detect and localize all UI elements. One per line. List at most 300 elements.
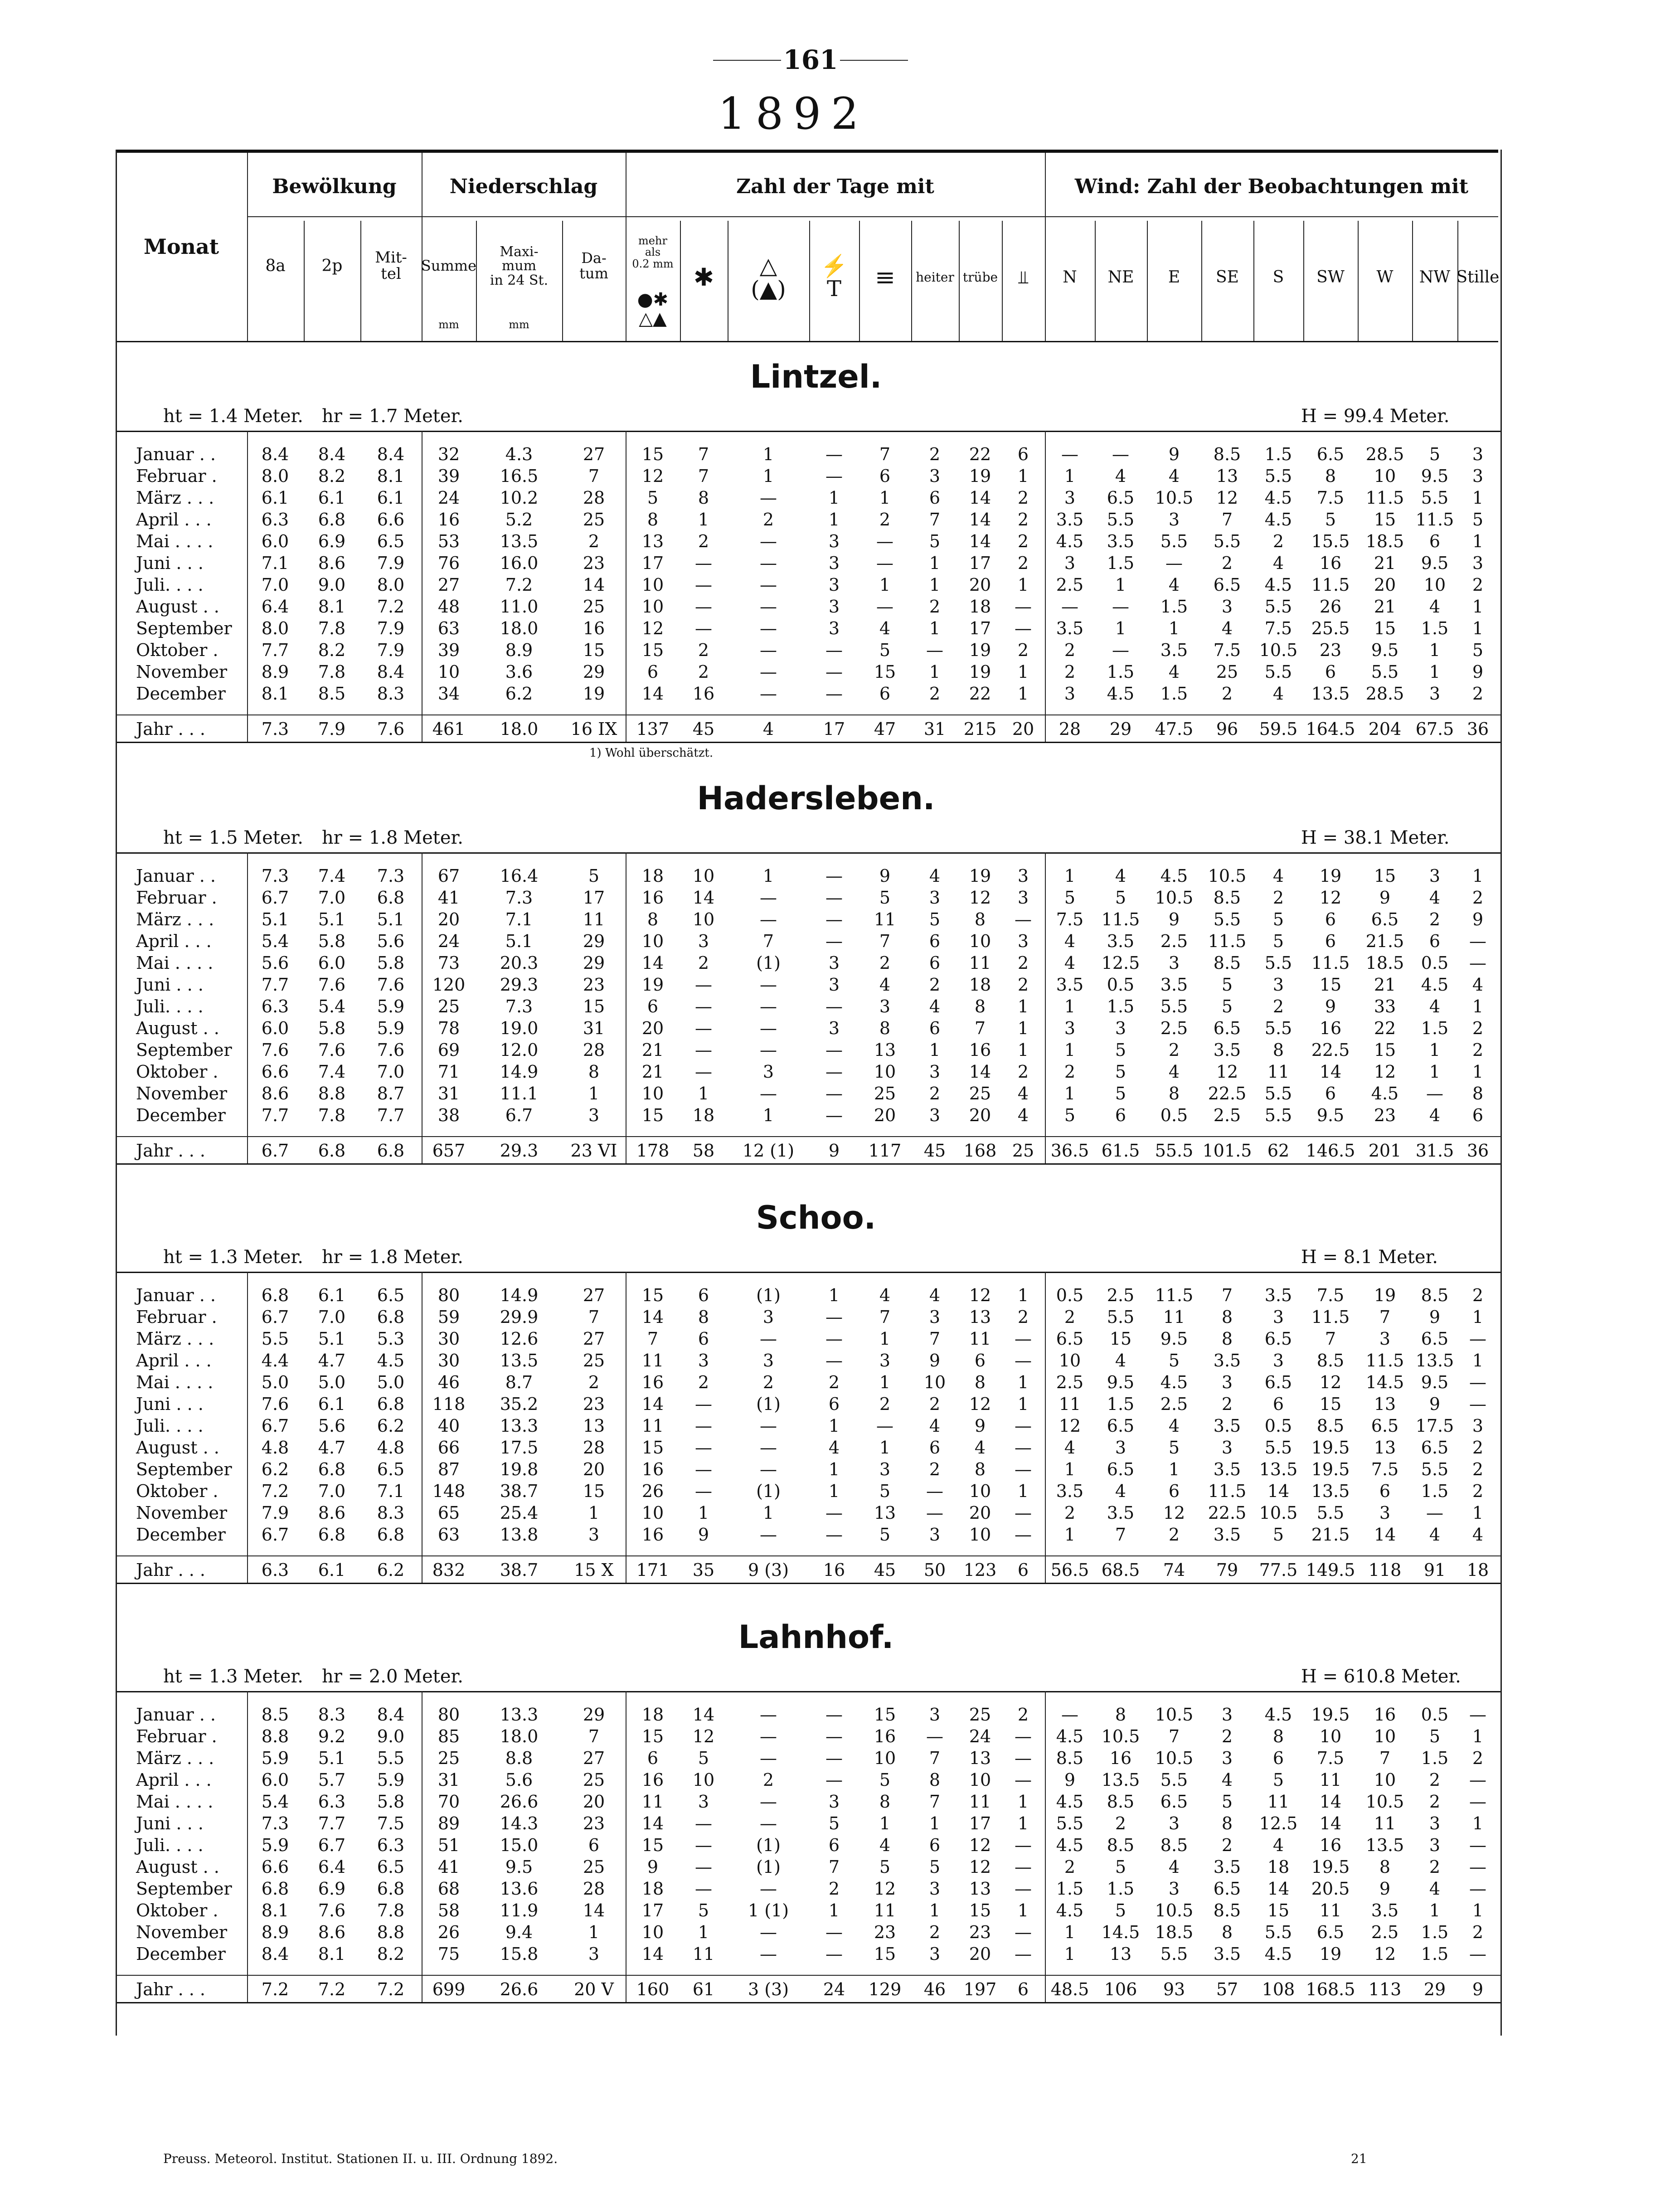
table-cell: 11 — [641, 1792, 664, 1812]
table-cell: — — [760, 1944, 777, 1964]
fog-icon: ≡ — [874, 262, 896, 292]
table-cell: 14 — [692, 1705, 715, 1725]
table-cell: 14 — [969, 510, 991, 530]
table-cell: 20 — [969, 1105, 991, 1125]
table-cell: 149.5 — [1306, 1560, 1355, 1580]
table-cell: 15 — [641, 1105, 664, 1125]
table-cell: 3 — [929, 1879, 941, 1899]
table-cell: 8.5 — [1421, 1285, 1449, 1305]
table-cell: 6.5 — [1213, 575, 1241, 595]
header-wind-w: W — [1376, 268, 1394, 287]
table-cell: 2 — [1064, 1857, 1076, 1877]
table-cell: 61.5 — [1101, 1141, 1140, 1161]
station-title: Schoo. — [756, 1199, 876, 1236]
table-cell: 53 — [437, 531, 460, 551]
table-cell: 2 — [698, 531, 709, 551]
table-cell: — — [760, 1416, 777, 1436]
table-cell: 8.9 — [261, 1922, 289, 1942]
table-cell: 25 — [583, 1351, 605, 1371]
snow-icon: ✱ — [693, 262, 714, 292]
table-cell: 36 — [1466, 719, 1489, 739]
table-cell: — — [760, 1329, 777, 1349]
table-cell: 4.5 — [1421, 975, 1449, 995]
table-cell: 13.5 — [500, 1351, 539, 1371]
table-cell: 4 — [879, 1835, 891, 1855]
table-cell: 39 — [437, 640, 460, 660]
table-cell: 21 — [641, 1040, 664, 1060]
table-cell: 12 — [1216, 488, 1238, 508]
table-cell: 25 — [583, 1770, 605, 1790]
table-cell: 8 — [1221, 1813, 1233, 1833]
table-cell: 12 — [969, 1857, 991, 1877]
header-heiter: heiter — [916, 270, 954, 285]
table-cell: 6.1 — [318, 488, 346, 508]
table-cell: 5 — [1429, 444, 1441, 464]
table-cell: 8.1 — [261, 684, 289, 704]
table-cell: 6.5 — [1213, 1879, 1241, 1899]
table-cell: 5.6 — [261, 953, 289, 973]
table-cell: 2 — [929, 1459, 941, 1479]
table-cell: 1 — [1429, 662, 1441, 682]
table-cell: 2 — [1017, 510, 1029, 530]
table-cell: 5 — [1272, 1525, 1284, 1545]
table-cell: 51 — [437, 1835, 460, 1855]
table-cell: 4 — [1429, 996, 1441, 1016]
table-cell: 20 — [874, 1105, 896, 1125]
table-cell: 9.5 — [1160, 1329, 1188, 1349]
table-cell: 6.4 — [318, 1857, 346, 1877]
table-cell: 4 — [1017, 1105, 1029, 1125]
table-cell: — — [695, 996, 712, 1016]
table-cell: 6.1 — [318, 1560, 346, 1580]
table-cell: 3 — [1379, 1329, 1391, 1349]
table-cell: 15 — [874, 1705, 896, 1725]
header-datum: Da- tum — [579, 249, 608, 282]
table-cell: 1 — [1429, 1040, 1441, 1060]
table-cell: — — [825, 1748, 843, 1768]
table-cell: 16 — [1319, 1835, 1342, 1855]
table-cell: 5 — [879, 1770, 891, 1790]
table-cell: 6.8 — [318, 1525, 346, 1545]
table-cell: 201 — [1368, 1141, 1402, 1161]
table-cell: — — [825, 1525, 843, 1545]
table-cell: — — [760, 488, 777, 508]
table-cell: 1 — [1115, 618, 1126, 638]
table-cell: 4 — [1115, 466, 1126, 486]
table-cell: 6 — [1325, 909, 1336, 929]
table-cell: 2 — [929, 1394, 941, 1414]
table-cell: 2.5 — [1371, 1922, 1399, 1942]
table-cell: 16 — [1374, 1705, 1396, 1725]
table-cell: 2 — [762, 1372, 774, 1392]
table-cell: 4 — [1429, 888, 1441, 908]
table-cell: 1 — [588, 1922, 600, 1942]
table-cell: 14 — [1267, 1481, 1290, 1501]
table-cell: 178 — [636, 1141, 670, 1161]
table-cell: 3 — [828, 575, 840, 595]
table-cell: 2 — [879, 953, 891, 973]
table-cell: 6.3 — [377, 1835, 405, 1855]
table-cell: 21.5 — [1311, 1525, 1350, 1545]
table-cell: 25 — [969, 1705, 991, 1725]
table-cell: 2 — [929, 444, 941, 464]
month-label: November — [136, 1084, 228, 1103]
table-cell: — — [760, 640, 777, 660]
table-cell: 12 — [969, 1835, 991, 1855]
table-cell: 4 — [879, 1285, 891, 1305]
table-cell: 10 — [1319, 1726, 1342, 1746]
table-cell: 23 — [874, 1922, 896, 1942]
table-cell: 16 — [583, 618, 605, 638]
table-cell: 7.6 — [377, 719, 405, 739]
month-label: Januar . . — [136, 866, 216, 886]
table-cell: 5.1 — [505, 931, 533, 951]
table-cell: 7 — [1115, 1525, 1126, 1545]
header-wind-ne: NE — [1107, 268, 1134, 287]
table-cell: 18 — [969, 597, 991, 617]
table-cell: 10 — [1423, 575, 1446, 595]
table-cell: 10.5 — [1259, 640, 1298, 660]
table-cell: 13.5 — [1415, 1351, 1454, 1371]
table-cell: 6.5 — [1264, 1329, 1292, 1349]
table-cell: 1.5 — [1421, 1481, 1449, 1501]
table-cell: 10 — [692, 1770, 715, 1790]
table-cell: 8.7 — [377, 1084, 405, 1103]
table-cell: 25.5 — [1311, 618, 1350, 638]
table-cell: 18.5 — [1155, 1922, 1194, 1942]
table-cell: 12 — [692, 1726, 715, 1746]
table-cell: 5.5 — [1264, 466, 1292, 486]
table-cell: 4 — [879, 618, 891, 638]
table-cell: 5 — [1115, 1084, 1126, 1103]
table-cell: 5.1 — [318, 1329, 346, 1349]
table-cell: 5.6 — [318, 1416, 346, 1436]
table-cell: 2 — [1472, 684, 1484, 704]
table-cell: 2 — [762, 510, 774, 530]
table-cell: 8.3 — [377, 684, 405, 704]
table-cell: 16 — [1319, 553, 1342, 573]
table-cell: 29 — [583, 931, 605, 951]
table-cell: 3 — [1017, 866, 1029, 886]
table-cell: 1 — [879, 1813, 891, 1833]
table-cell: 11 — [969, 1329, 991, 1349]
table-cell: 19.5 — [1311, 1459, 1350, 1479]
table-cell: 15 — [1374, 510, 1396, 530]
table-cell: 19 — [969, 640, 991, 660]
table-cell: 2 — [1017, 1062, 1029, 1082]
table-cell: 7.6 — [261, 1394, 289, 1414]
table-cell: 1 — [828, 1900, 840, 1920]
table-cell: 6.3 — [261, 1560, 289, 1580]
table-cell: 7 — [1221, 1285, 1233, 1305]
table-cell: 6.8 — [377, 1879, 405, 1899]
table-cell: 8.1 — [318, 597, 346, 617]
table-cell: 106 — [1104, 1979, 1137, 1999]
table-cell: 2.5 — [1160, 1394, 1188, 1414]
table-cell: 4 — [1017, 1084, 1029, 1103]
table-cell: 6 — [828, 1835, 840, 1855]
table-cell: — — [1015, 1770, 1032, 1790]
table-cell: 6.1 — [318, 1394, 346, 1414]
table-cell: 4 — [828, 1438, 840, 1458]
table-cell: 22.5 — [1208, 1503, 1247, 1523]
table-cell: 4 — [879, 975, 891, 995]
table-cell: 8.6 — [318, 1922, 346, 1942]
table-cell: — — [825, 640, 843, 660]
month-label: November — [136, 1503, 228, 1523]
table-cell: 10.5 — [1365, 1792, 1404, 1812]
table-cell: 1 — [1017, 466, 1029, 486]
station-altitude: H = 99.4 Meter. — [1301, 406, 1450, 427]
table-cell: 4 — [1429, 1879, 1441, 1899]
table-cell: — — [1015, 1879, 1032, 1899]
table-cell: 2.5 — [1160, 931, 1188, 951]
table-cell: 41 — [437, 888, 460, 908]
table-cell: 4.5 — [1264, 1705, 1292, 1725]
table-cell: 4 — [1272, 553, 1284, 573]
table-cell: 55.5 — [1155, 1141, 1194, 1161]
month-label: März . . . — [136, 909, 214, 929]
table-cell: 10.5 — [1155, 888, 1194, 908]
table-cell: 7 — [879, 1307, 891, 1327]
table-cell: 6.9 — [318, 1879, 346, 1899]
table-cell: — — [825, 1062, 843, 1082]
table-cell: 20 — [641, 1018, 664, 1038]
month-label: Juli. . . . — [136, 996, 204, 1016]
table-cell: 59.5 — [1259, 719, 1298, 739]
table-cell: 171 — [636, 1560, 670, 1580]
table-cell: 46 — [923, 1979, 946, 1999]
table-cell: 5.9 — [261, 1835, 289, 1855]
table-cell: — — [825, 1944, 843, 1964]
table-cell: 29.3 — [500, 1141, 539, 1161]
table-cell: 3.6 — [505, 662, 533, 682]
table-cell: 6.5 — [1056, 1329, 1084, 1349]
table-cell: 1 — [1064, 1084, 1076, 1103]
table-cell: 1 — [929, 575, 941, 595]
table-cell: 4.5 — [1264, 488, 1292, 508]
table-cell: 13.3 — [500, 1705, 539, 1725]
table-cell: 7.7 — [377, 1105, 405, 1125]
table-cell: 3 — [828, 1792, 840, 1812]
table-cell: — — [1112, 444, 1129, 464]
table-cell: 5.3 — [377, 1329, 405, 1349]
table-cell: 3 — [1017, 931, 1029, 951]
table-cell: — — [825, 931, 843, 951]
table-cell: — — [825, 1307, 843, 1327]
table-cell: 5.5 — [1421, 488, 1449, 508]
table-cell: — — [695, 1394, 712, 1414]
table-cell: 34 — [437, 684, 460, 704]
table-cell: 33 — [1374, 996, 1396, 1016]
table-cell: 3 — [1064, 684, 1076, 704]
month-label: September — [136, 1459, 232, 1479]
thunder-icon: ⚡ T — [821, 253, 848, 301]
table-cell: 2 — [1064, 1062, 1076, 1082]
table-cell: 74 — [1163, 1560, 1185, 1580]
table-cell: — — [1015, 618, 1032, 638]
month-label: August . . — [136, 597, 219, 617]
month-label: Januar . . — [136, 444, 216, 464]
table-cell: 117 — [868, 1141, 902, 1161]
table-cell: 2 — [1221, 553, 1233, 573]
table-cell: 9 — [1064, 1770, 1076, 1790]
table-cell: 11 — [969, 953, 991, 973]
table-cell: 5 — [1472, 640, 1484, 660]
month-label: Februar . — [136, 1307, 217, 1327]
table-cell: 5.5 — [1264, 597, 1292, 617]
table-cell: 7.8 — [318, 618, 346, 638]
table-cell: 38.7 — [500, 1481, 539, 1501]
table-cell: 7 — [828, 1857, 840, 1877]
height-raingauge: hr = 1.8 Meter. — [322, 827, 463, 848]
table-cell: 6.8 — [377, 1141, 405, 1161]
table-cell: 1 — [929, 1040, 941, 1060]
table-cell: 3 — [1472, 553, 1484, 573]
table-cell: 7.9 — [377, 553, 405, 573]
table-cell: 1 — [1017, 684, 1029, 704]
table-cell: 6.7 — [261, 1416, 289, 1436]
table-cell: 9.0 — [318, 575, 346, 595]
table-cell: — — [825, 1726, 843, 1746]
table-cell: 11.5 — [1101, 909, 1140, 929]
table-cell: 3 — [879, 996, 891, 1016]
table-cell: 7.5 — [1316, 1285, 1345, 1305]
table-cell: — — [695, 1481, 712, 1501]
table-cell: 8 — [588, 1062, 600, 1082]
table-cell: 19.0 — [500, 1018, 539, 1038]
table-cell: 7.3 — [261, 866, 289, 886]
table-cell: 9 — [1168, 909, 1180, 929]
table-cell: 8.4 — [377, 662, 405, 682]
table-cell: 1 — [698, 1503, 709, 1523]
table-cell: — — [760, 975, 777, 995]
table-cell: 6.2 — [505, 684, 533, 704]
table-cell: 3 — [588, 1525, 600, 1545]
table-cell: 2 — [1472, 575, 1484, 595]
table-cell: 14.5 — [1101, 1922, 1140, 1942]
table-cell: 6 — [1017, 444, 1029, 464]
table-cell: 30 — [437, 1329, 460, 1349]
table-cell: 6.8 — [318, 510, 346, 530]
table-cell: — — [760, 1922, 777, 1942]
table-cell: 6.8 — [261, 1879, 289, 1899]
month-label: Oktober . — [136, 1062, 218, 1082]
table-cell: 3 — [1429, 1813, 1441, 1833]
table-cell: 4.4 — [261, 1351, 289, 1371]
table-cell: 6 — [588, 1835, 600, 1855]
table-cell: 13 — [1216, 466, 1238, 486]
table-cell: — — [1015, 1525, 1032, 1545]
table-cell: 10 — [923, 1372, 946, 1392]
month-label: Jahr . . . — [136, 1141, 206, 1161]
table-cell: 16 — [692, 684, 715, 704]
table-cell: 5.5 — [1264, 1438, 1292, 1458]
table-cell: 8 — [698, 1307, 709, 1327]
table-cell: 118 — [432, 1394, 466, 1414]
table-cell: 14 — [1319, 1062, 1342, 1082]
table-cell: 1 — [1064, 1459, 1076, 1479]
table-cell: 68.5 — [1101, 1560, 1140, 1580]
table-cell: 4 — [1272, 1835, 1284, 1855]
table-cell: 9 — [1379, 888, 1391, 908]
table-cell: 35.2 — [500, 1394, 539, 1414]
table-cell: 123 — [963, 1560, 997, 1580]
table-cell: — — [695, 1879, 712, 1899]
table-cell: — — [825, 662, 843, 682]
table-cell: 7 — [1379, 1307, 1391, 1327]
table-cell: 14.5 — [1365, 1372, 1404, 1392]
table-cell: — — [695, 1438, 712, 1458]
table-cell: 2 — [1064, 662, 1076, 682]
table-cell: 8.5 — [1316, 1416, 1345, 1436]
table-cell: 3.5 — [1213, 1351, 1241, 1371]
table-cell: 7.1 — [505, 909, 533, 929]
table-cell: 24 — [437, 931, 460, 951]
table-cell: 23 — [583, 1394, 605, 1414]
table-cell: 10 — [692, 909, 715, 929]
table-cell: 5 — [1221, 996, 1233, 1016]
table-cell: 2 — [1064, 640, 1076, 660]
table-cell: 3 — [828, 531, 840, 551]
table-cell: 24 — [969, 1726, 991, 1746]
table-cell: 4 — [1221, 1770, 1233, 1790]
table-cell: 6.0 — [261, 1770, 289, 1790]
table-cell: 1 — [1017, 1900, 1029, 1920]
table-cell: 22 — [969, 444, 991, 464]
table-cell: — — [926, 1726, 943, 1746]
storm-icon: ⫫ — [1018, 267, 1029, 288]
table-cell: 24 — [437, 488, 460, 508]
table-cell: 3.5 — [1213, 1416, 1241, 1436]
table-cell: 22.5 — [1311, 1040, 1350, 1060]
table-cell: 10.5 — [1208, 866, 1247, 886]
table-cell: 1 — [879, 1438, 891, 1458]
month-label: September — [136, 1879, 232, 1899]
table-cell: 4.5 — [1264, 575, 1292, 595]
table-cell: 3 — [1064, 553, 1076, 573]
table-cell: 12 — [874, 1879, 896, 1899]
table-cell: 1 — [879, 488, 891, 508]
table-cell: 45 — [692, 719, 715, 739]
table-cell: — — [1015, 1329, 1032, 1349]
table-cell: 1 — [879, 575, 891, 595]
table-cell: 7.2 — [318, 1979, 346, 1999]
table-cell: — — [1469, 1372, 1486, 1392]
table-cell: 5.5 — [1264, 1105, 1292, 1125]
month-label: Juli. . . . — [136, 575, 204, 595]
table-cell: 5.5 — [1160, 1944, 1188, 1964]
table-cell: 3 — [762, 1307, 774, 1327]
table-cell: 5 — [879, 1525, 891, 1545]
table-cell: — — [825, 909, 843, 929]
table-cell: 2 — [929, 975, 941, 995]
table-cell: 2 — [879, 510, 891, 530]
table-cell: 5 — [588, 866, 600, 886]
table-cell: 1 — [1472, 1900, 1484, 1920]
table-cell: 1 (1) — [748, 1900, 789, 1920]
table-cell: 3 — [698, 1792, 709, 1812]
table-cell: 13.5 — [1311, 1481, 1350, 1501]
table-cell: 146.5 — [1306, 1141, 1355, 1161]
table-cell: 13 — [1374, 1438, 1396, 1458]
table-cell: 8.3 — [318, 1705, 346, 1725]
table-cell: 28 — [1058, 719, 1081, 739]
table-cell: — — [825, 444, 843, 464]
table-cell: 7.0 — [261, 575, 289, 595]
table-cell: 5 — [1064, 1105, 1076, 1125]
table-cell: — — [760, 1726, 777, 1746]
